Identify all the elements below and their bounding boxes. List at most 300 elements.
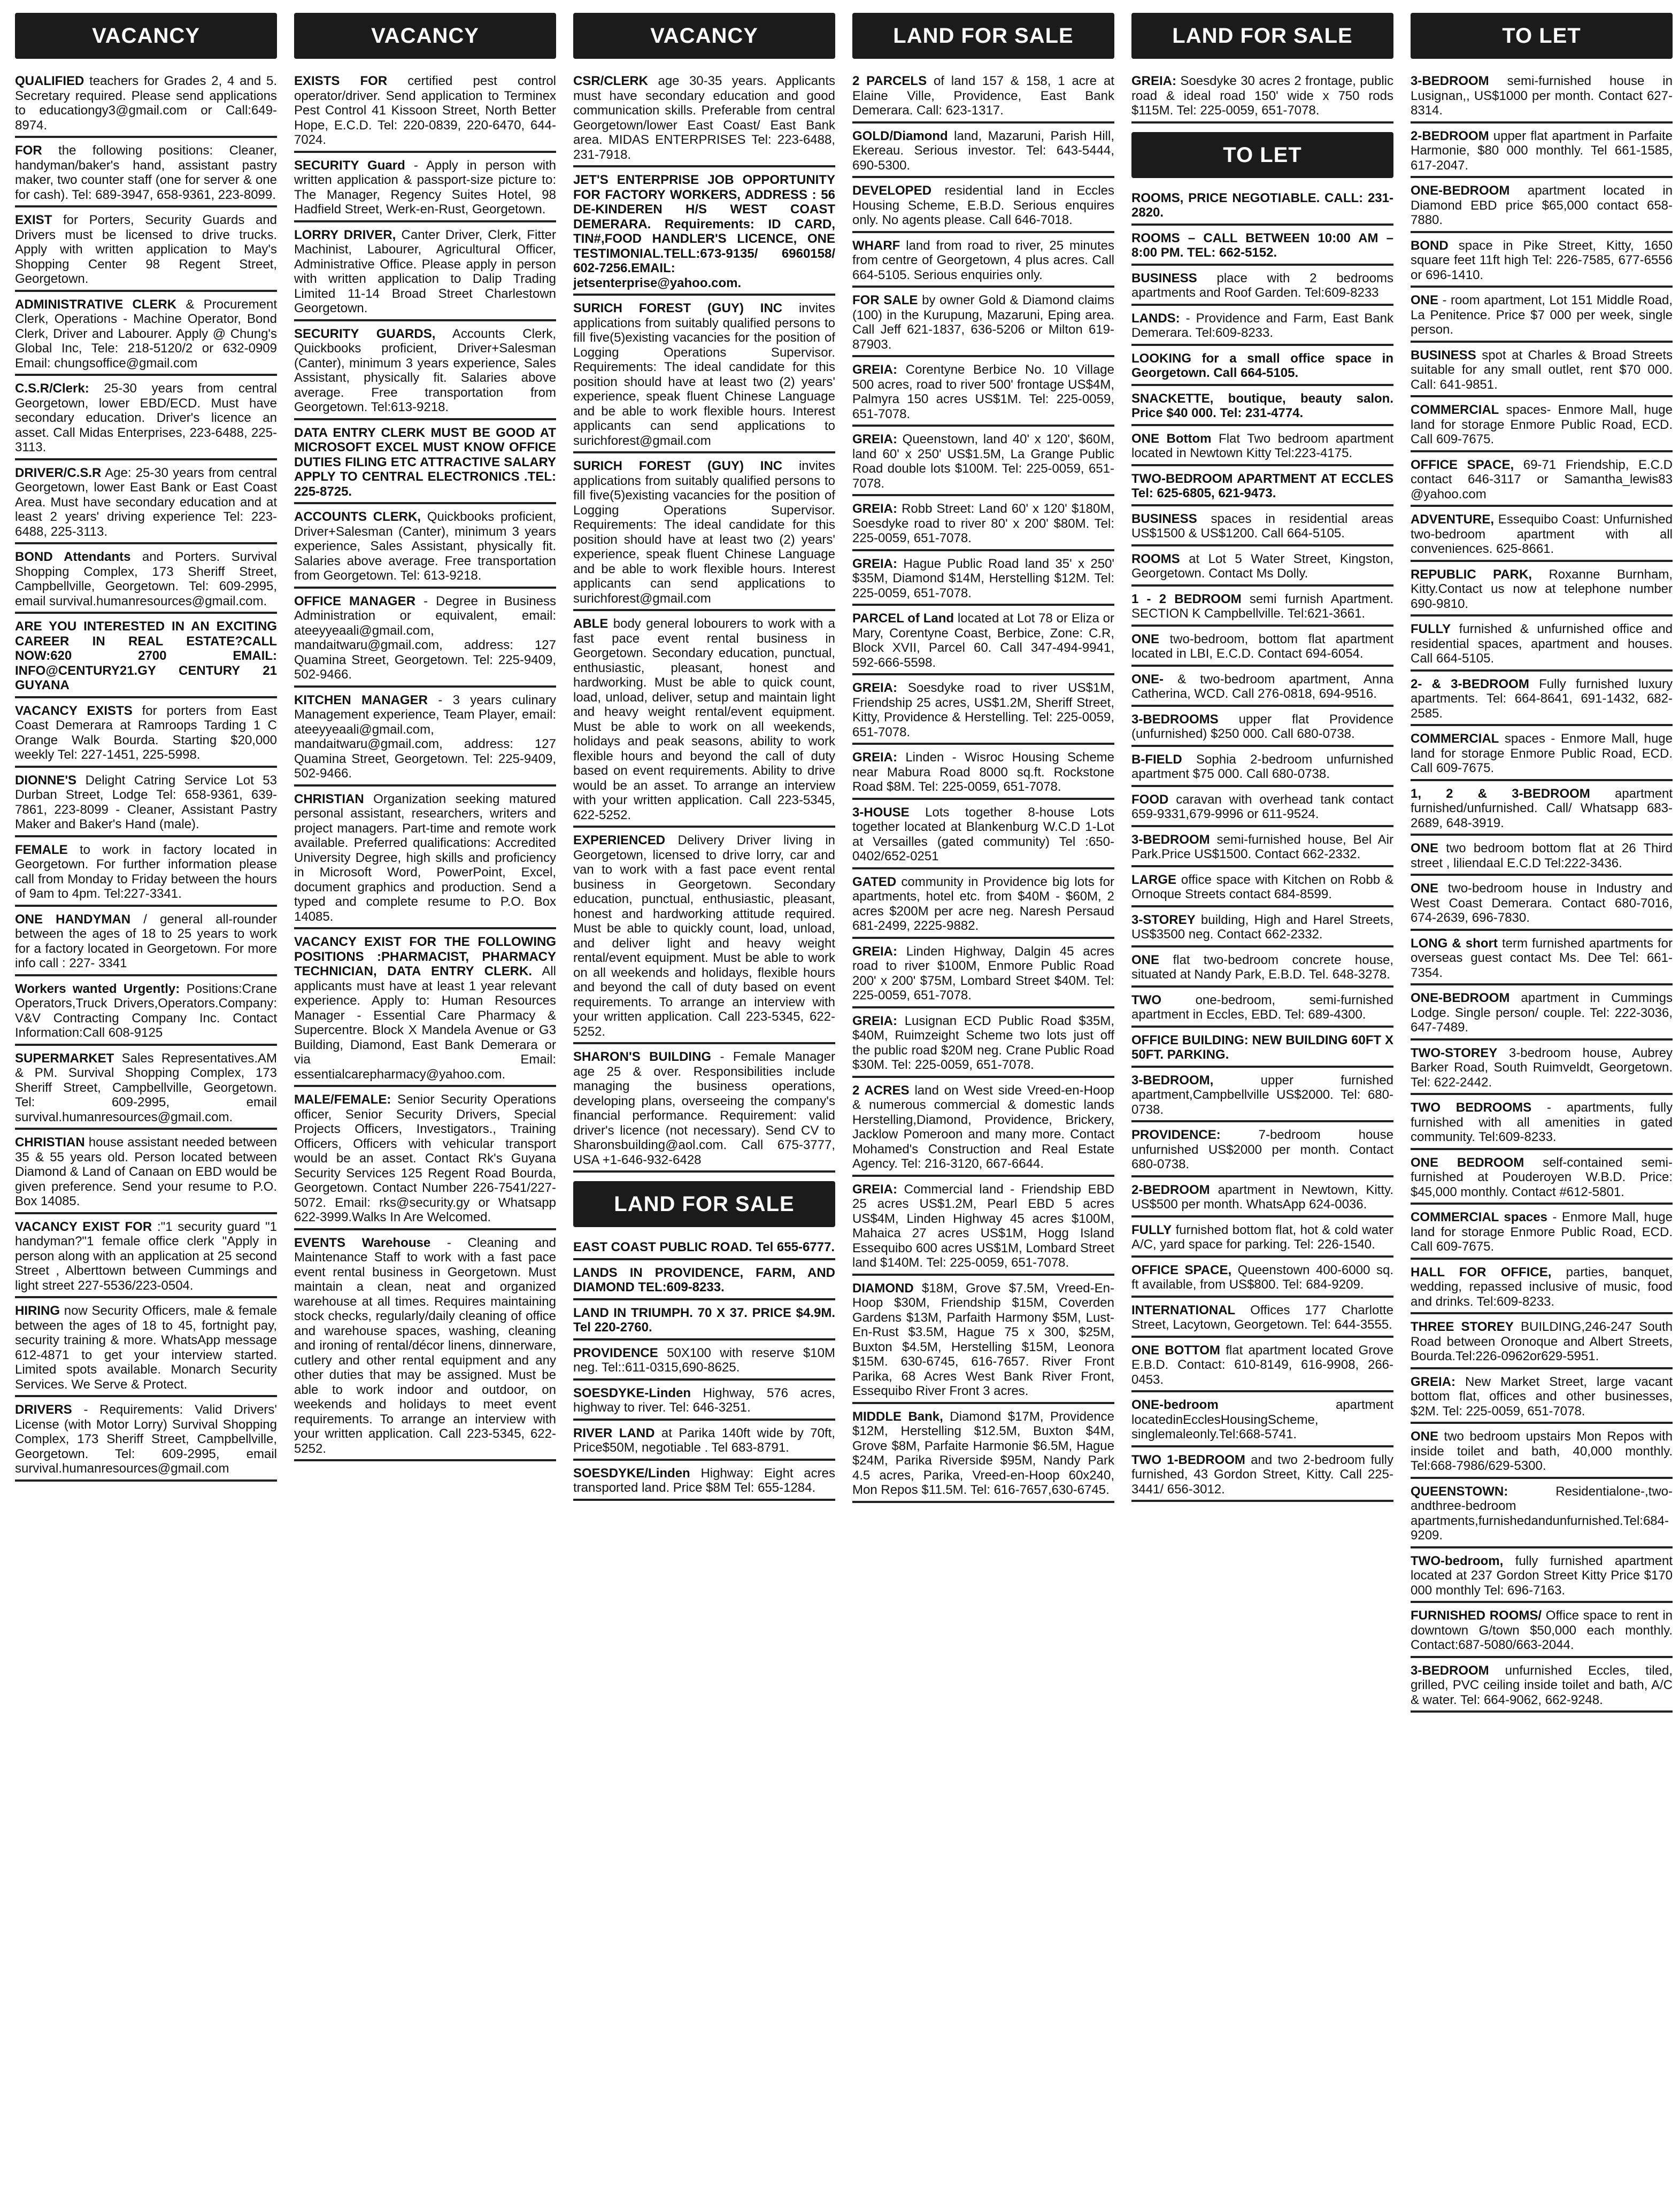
ad-body: / general all-rounder between the ages of 18 to 25 years to work for a factory located in Georgetown. For more info call : 227- 3341	[15, 912, 278, 970]
classified-ad	[15, 212, 277, 292]
ad-lead: 3-BEDROOM	[1131, 832, 1210, 847]
classified-ad	[15, 1134, 277, 1214]
classified-ad	[573, 1239, 835, 1260]
ad-lead: MIDDLE Bank,	[852, 1409, 943, 1424]
ad-lead: HIRING	[15, 1304, 60, 1318]
classified-ad	[1131, 711, 1393, 747]
classified-ad	[1411, 1264, 1673, 1315]
ad-body: BUILDING,246-247 South Road between Oronoque and Albert Streets, Bourda.Tel:226-0962or629-5951.	[1411, 1320, 1673, 1363]
ad-body: upper flat Providence (unfurnished) $250 000. Call 680-0738.	[1131, 712, 1393, 741]
classified-column	[1403, 13, 1679, 2212]
ad-body: one-bedroom, semi-furnished apartment in Eccles, EBD. Tel: 689-4300.	[1131, 992, 1393, 1022]
ad-lead: LARGE	[1131, 872, 1176, 887]
ad-lead: LANDS:	[1131, 311, 1180, 326]
ad-lead: COMMERCIAL	[1411, 731, 1499, 746]
ad-body: furnished & unfurnished office and residential spaces, apartment and houses. Call 664-5105.	[1411, 622, 1673, 666]
classified-ad	[573, 172, 835, 296]
ad-lead: EVENTS Warehouse	[294, 1235, 431, 1250]
section-heading: VACANCY	[294, 13, 556, 59]
ad-body: apartment furnished/unfurnished. Call/ Whatsapp 683-2689, 648-3919.	[1411, 786, 1673, 830]
ad-body: fully furnished apartment located at 237 Gordon Street Kitty Price $170 000 monthly Tel: 696-7163.	[1411, 1553, 1673, 1598]
ad-lead: ADVENTURE,	[1411, 512, 1495, 527]
classified-ad	[1131, 912, 1393, 947]
ad-body: :"1 security guard "1 handyman?"1 female office clerk "Apply in person along with an application at 25 second Street , Alberttown between Cummings and light street 227-5536/223-0504.	[15, 1219, 277, 1293]
classified-ad	[15, 73, 277, 138]
classified-ad	[852, 556, 1114, 606]
ad-body: 25-30 years from central Georgetown, lower EBD/ECD. Must have secondary education. Driver's licence an asset. Call Midas Enterprises, 223-6488, 225-3113.	[15, 381, 277, 454]
ad-body: semi furnish Apartment. SECTION K Campbellville. Tel:621-3661.	[1131, 591, 1393, 621]
ad-body: - Requirements: Valid Drivers' License (with Motor Lorry) Survival Shopping Complex, 173 Sheriff Street, Campbellville, Georgetown. Tel: 609-2995, email survival.humanresources@gmail.com	[15, 1402, 278, 1476]
ad-body: two-bedroom, bottom flat apartment located in LBI, E.C.D. Contact 694-6054.	[1131, 631, 1393, 661]
classified-ad	[852, 749, 1114, 800]
classified-column	[287, 13, 564, 2212]
classified-ad	[852, 874, 1114, 939]
ad-lead: OFFICE BUILDING: NEW BUILDING 60FT X 50FT. PARKING.	[1131, 1032, 1393, 1062]
ad-lead: THREE STOREY	[1411, 1320, 1514, 1334]
classified-ad	[852, 1013, 1114, 1078]
classified-ad	[852, 500, 1114, 551]
classified-ad	[1131, 310, 1393, 346]
ad-body: $18M, Grove $7.5M, Vreed-En-Hoop $30M, Friendship $15M, Coverden Gardens $13M, Parfaith Harmony $5M, Lust-En-Rust $3.5M, Hague 75 x 300, $25M, Buxton $4.5M, Herstelling $15M, Leonora $15M. 630-6745, 616-7657. River Front Parika, 68 Acres West Bank River Front, Essequibo River Front 3 acres.	[852, 1281, 1114, 1398]
ad-lead: TWO 1-BEDROOM	[1131, 1452, 1245, 1467]
ad-body: land from road to river, 25 minutes from centre of Georgetown, 4 plus acres. Call 664-5105. Serious enquiries only.	[852, 238, 1115, 282]
ad-body: Sophia 2-bedroom unfurnished apartment $75 000. Call 680-0738.	[1131, 752, 1393, 781]
classified-ad	[1411, 1319, 1673, 1369]
ad-lead: ROOMS	[1131, 551, 1180, 566]
classified-ad	[15, 842, 277, 907]
ad-body: All applicants must have at least 1 year relevant experience. Apply to: Human Resources Manager - Essential Care Pharmacy & Supercentre. Block X Mandela Avenue or G3 Building, Diamond, East Bank Demerara or via Email: essentialcarepharmacy@yahoo.com.	[294, 964, 557, 1082]
classified-ad	[1411, 566, 1673, 617]
ad-lead: 2-BEDROOM	[1411, 128, 1489, 143]
ad-body: upper furnished apartment,Campbellville US$2000. Tel: 680-0738.	[1131, 1073, 1394, 1117]
classified-ad	[852, 182, 1114, 233]
ad-body: spaces - Enmore Mall, huge land for storage Enmore Public Road, ECD. Call 609-7675.	[1411, 731, 1673, 775]
ad-body: and Porters. Survival Shopping Complex, 173 Sheriff Street, Campbellville, Georgetown. Tel: 609-2995, email survival.humanresources@gmail.com.	[15, 550, 277, 608]
ad-lead: ARE YOU INTERESTED IN AN EXCITING CAREER IN REAL ESTATE?CALL NOW:620 2700 EMAIL: INFO@CENTURY21.GY CENTURY 21 GUYANA	[15, 619, 277, 692]
ad-body: Offices 177 Charlotte Street, Lacytown, Georgetown. Tel: 644-3555.	[1131, 1302, 1394, 1332]
classified-ad	[1411, 1209, 1673, 1260]
ad-body: for porters from East Coast Demerara at Ramroops Tarding 1 C Orange Walk Bourda. Starting $20,000 weekly Tel: 227-1451, 225-5998.	[15, 703, 277, 762]
ad-lead: PROVIDENCE:	[1131, 1128, 1221, 1142]
ad-lead: FOR	[15, 143, 42, 158]
ad-lead: ABLE	[573, 616, 609, 631]
ad-lead: ONE-BEDROOM	[1411, 183, 1510, 198]
ad-body: New Market Street, large vacant bottom flat, offices and other businesses, $2M. Tel: 225-0059, 651-7078.	[1411, 1374, 1673, 1419]
classified-ad	[573, 1049, 835, 1173]
classified-ad	[852, 1408, 1114, 1503]
ad-body: invites applications from suitably qualified persons to fill five(5)existing vacancies for the position of Logging Operations Supervisor. Requirements: The ideal candidate for this position should have at least two (2) years' experience, speak fluent Chinese Language and be able to work flexible hours. Interest applicants can send applications to surichforest@gmail.com	[573, 459, 835, 606]
classified-ad	[573, 1305, 835, 1340]
classified-ad	[1411, 182, 1673, 233]
section-heading: LAND FOR SALE	[852, 13, 1114, 59]
ad-lead: SNACKETTE, boutique, beauty salon. Price $40 000. Tel: 231-4774.	[1131, 391, 1393, 420]
classified-ad	[1411, 1607, 1673, 1658]
ad-lead: ONE	[1411, 1429, 1439, 1444]
classified-ad	[1131, 390, 1393, 426]
ad-lead: GREIA:	[852, 432, 897, 446]
ad-body: & Procurement Clerk, Operations - Machine Operator, Bond Clerk, Driver and Labourer. Apply @ Chung's Global Inc, Tele: 218-5120/2 or 632-0909 Email: chungsoffice@gmail.com	[15, 297, 277, 371]
ad-lead: MALE/FEMALE:	[294, 1092, 391, 1107]
ad-body: Lots together 8-house Lots together located at Blankenburg W.C.D 1-Lot at Versailles (gated community) Tel :650-0402/652-0251	[852, 805, 1114, 864]
ad-lead: ADMINISTRATIVE CLERK	[15, 297, 177, 312]
ad-lead: SURICH FOREST (GUY) INC	[573, 459, 783, 473]
ad-lead: OFFICE SPACE,	[1131, 1262, 1232, 1277]
ad-lead: 3-HOUSE	[852, 805, 910, 820]
ad-lead: REPUBLIC PARK,	[1411, 567, 1532, 582]
classified-ad	[1131, 872, 1393, 907]
classified-ad	[294, 934, 556, 1087]
classified-ad	[15, 142, 277, 207]
ad-body: invites applications from suitably qualified persons to fill five(5)existing vacancies for the position of Logging Operations Supervisor. Requirements: The ideal candidate for this position should have at least two (2) years' experience, speak fluent Chinese Language and be able to work flexible hours. Interest applicants can send applications to surichforest@gmail.com	[573, 301, 835, 448]
classified-ad	[15, 981, 277, 1046]
ad-body: land on West side Vreed-en-Hoop & numerous commercial & domestic lands Herstelling,Diamond, Providence, Brickery, Jacklow Pomeroon and many more. Contact Mohamed's Construction and Real Estate Agency. Tel: 216-3120, 667-6644.	[852, 1083, 1114, 1171]
ad-lead: EXIST	[15, 213, 52, 227]
classified-ad	[1411, 1662, 1673, 1713]
ad-lead: QUALIFIED	[15, 74, 84, 88]
ad-lead: SUPERMARKET	[15, 1051, 114, 1066]
classified-ad	[1411, 292, 1673, 343]
ad-body: flat apartment located Grove E.B.D. Contact: 610-8149, 616-9908, 266-0453.	[1131, 1343, 1394, 1387]
ad-lead: 3-STOREY	[1131, 912, 1196, 927]
ad-lead: VACANCY EXIST FOR THE FOLLOWING POSITIONS :PHARMACIST, PHARMACY TECHNICIAN, DATA ENTRY CLERK.	[294, 935, 556, 978]
ad-body: land, Mazaruni, Parish Hill, Ekereau. Serious investor. Tel: 643-5444, 690-5300.	[852, 128, 1114, 173]
ad-body: apartment locatedinEcclesHousingScheme, singlemaleonly.Tel:668-5741.	[1131, 1398, 1393, 1442]
classified-ad	[1411, 1154, 1673, 1205]
classified-ad	[294, 425, 556, 505]
ad-lead: 3-BEDROOMS	[1131, 712, 1219, 727]
ad-body: 50X100 with reserve $10M neg. Tel::611-0315,690-8625.	[573, 1345, 835, 1375]
ad-lead: TWO-STOREY	[1411, 1045, 1498, 1060]
ad-body: at Parika 140ft wide by 70ft, Price$50M, negotiable . Tel 683-8791.	[573, 1425, 836, 1455]
ad-lead: INTERNATIONAL	[1131, 1302, 1236, 1317]
classified-ad	[294, 1091, 556, 1230]
classified-ad	[1411, 402, 1673, 452]
ad-body: - Degree in Business Administration or equivalent, email: ateeyyeaali@gmail.com, mandaitwaru@gmail.com, address: 127 Quamina Street, Georgetown. Tel: 225-9409, 502-9466.	[294, 594, 556, 682]
ad-body: Lusignan ECD Public Road $35M, $40M, Ruimzeight Scheme two lots just off the public road $20M neg. Crane Public Road $30M. Tel: 225-0059, 651-7078.	[852, 1013, 1114, 1072]
classified-ad	[1131, 1452, 1393, 1502]
classified-ad	[1131, 791, 1393, 827]
ad-body: Organization seeking matured personal assistant, researchers, writers and project managers. Part-time and remote work available. Preferred qualifications: Accredited University Degree, high skills and proficiency in Microsoft Word, PowerPoint, Excel, document graphics and production. Send a typed and complete resume to P.O. Box 14085.	[294, 791, 556, 924]
classified-ad	[15, 465, 277, 545]
ad-body: to work in factory located in Georgetown. For further information please call from Monday to Friday between the hours of 9am to 4pm. Tel:227-3341.	[15, 842, 277, 901]
ad-lead: DIAMOND	[852, 1281, 914, 1296]
classified-ad	[15, 296, 277, 376]
ad-body: place with 2 bedrooms apartments and Roof Garden. Tel:609-8233	[1131, 271, 1393, 300]
ad-lead: GREIA:	[852, 502, 897, 516]
ad-body: Canter Driver, Clerk, Fitter Machinist, Labourer, Agricultural Officer, Administrative Office. Please apply in person with written application to Dalip Trading Limited 11-14 Broad Street Charlestown Georgetown.	[294, 227, 556, 315]
ad-lead: FEMALE	[15, 842, 68, 857]
ad-lead: LORRY DRIVER,	[294, 227, 396, 242]
ad-lead: GATED	[852, 874, 897, 889]
ad-lead: GREIA:	[852, 681, 897, 695]
classified-ad	[1131, 1302, 1393, 1338]
ad-lead: LOOKING for a small office space in Georgetown. Call 664-5105.	[1131, 351, 1393, 380]
ad-lead: GREIA:	[1131, 74, 1176, 88]
ad-body: unfurnished Eccles, tiled, grilled, PVC ceiling inside toilet and bath, A/C & water. Tel: 664-9062, 662-9248.	[1411, 1663, 1673, 1707]
classified-ad	[1411, 1428, 1673, 1479]
ad-body: 7-bedroom house unfurnished US$2000 per month. Contact 680-0738.	[1131, 1128, 1394, 1171]
ad-lead: QUEENSTOWN:	[1411, 1484, 1508, 1499]
ad-lead: BOND	[1411, 238, 1449, 253]
ad-body: Linden - Wisroc Housing Scheme near Mabura Road 8000 sq.ft. Rockstone Road $8M. Tel: 225-0059, 651-7078.	[852, 750, 1115, 794]
classified-ad	[573, 1265, 835, 1300]
ad-body: house assistant needed between 35 & 55 years old. Person located between Diamond & Land of Canaan on EBD would be given preference. Send your resume to P.O. Box 14085.	[15, 1135, 277, 1208]
ad-lead: LAND IN TRIUMPH. 70 X 37. PRICE $4.9M. Tel 220-2760.	[573, 1305, 835, 1335]
ad-body: for Porters, Security Guards and Drivers must be licensed to drive trucks. Apply with written application to May's Shopping Center 98 Regent Street, Georgetown.	[15, 213, 277, 286]
ad-body: semi-furnished house, Bel Air Park.Price US$1500. Contact 662-2332.	[1131, 832, 1393, 861]
classified-ad	[1411, 621, 1673, 672]
classified-column	[7, 13, 284, 2212]
ad-lead: 3-BEDROOM	[1411, 74, 1489, 88]
ad-lead: RIVER LAND	[573, 1425, 655, 1440]
ad-lead: 1 - 2 BEDROOM	[1131, 591, 1242, 606]
ad-lead: COMMERCIAL	[1411, 403, 1499, 417]
classified-ad	[852, 1181, 1114, 1276]
classified-ad	[294, 692, 556, 787]
section-heading: LAND FOR SALE	[1131, 13, 1393, 59]
ad-lead: FULLY	[1411, 622, 1451, 636]
ad-body: Sales Representatives.AM & PM. Survival Shopping Complex, 173 Sheriff Street, Campbellville, Georgetown. Tel: 609-2995, email survival.humanresources@gmail.com.	[15, 1051, 277, 1124]
classified-ad	[852, 292, 1114, 357]
ad-lead: CHRISTIAN	[294, 791, 364, 806]
ad-body: - Female Manager age 25 & over. Responsibilities include managing the business operations, developing plans, overseeing the company's financial performance. Requirement: valid driver's licence (not necessary). Send CV to Sharonsbuilding@aol.com. Call 675-3777, USA +1-646-932-6428	[573, 1050, 835, 1167]
classified-ad	[1131, 551, 1393, 587]
ad-body: Queenstown, land 40' x 120', $60M, land 60' x 250' US$1.5M, La Grange Public Road double lots $100M. Tel: 225-0059, 651-7078.	[852, 432, 1114, 491]
ad-lead: ONE	[1411, 841, 1439, 855]
classified-ad	[1411, 880, 1673, 931]
ad-lead: SHARON'S BUILDING	[573, 1050, 712, 1064]
ad-lead: FOR SALE	[852, 293, 918, 307]
classified-ad	[1411, 1483, 1673, 1548]
classified-ad	[294, 73, 556, 153]
section-heading: TO LET	[1411, 13, 1673, 59]
ad-lead: FULLY	[1131, 1222, 1172, 1237]
ad-body: spaces- Enmore Mall, huge land for storage Enmore Public Road, ECD. Call 609-7675.	[1411, 403, 1673, 446]
classified-ad	[294, 508, 556, 589]
classified-ad	[15, 772, 277, 837]
classified-ad	[1131, 1032, 1393, 1068]
classified-ad	[1131, 751, 1393, 787]
ad-body: furnished bottom flat, hot & cold water A/C, yard space for parking. Tel: 226-1540.	[1131, 1222, 1393, 1252]
ad-lead: 2- & 3-BEDROOM	[1411, 676, 1529, 691]
ad-lead: SECURITY Guard	[294, 158, 405, 173]
ad-lead: Workers wanted Urgently:	[15, 981, 180, 996]
ad-lead: CSR/CLERK	[573, 74, 649, 88]
classified-ad	[294, 326, 556, 420]
ad-lead: TWO-BEDROOM APARTMENT AT ECCLES Tel: 625-6805, 621-9473.	[1131, 471, 1393, 500]
ad-body: Residentialone-,two-andthree-bedroom apartments,furnishedandunfurnished.Tel:684-9209.	[1411, 1484, 1673, 1543]
ad-body: Commercial land - Friendship EBD 25 acres US$1.2M, Pearl EBD 5 acres US$4M, Linden Highway 45 acres $100M, Mahaica 27 acres US$1M, Hogg Island Essequibo 600 acres US$1M, Lombard Street land $140M. Tel: 225-0059, 651-7078.	[852, 1182, 1114, 1270]
ad-body: spot at Charles & Broad Streets suitable for any small outlet, rent $70 000. Call: 641-9851.	[1411, 348, 1673, 392]
classified-ad	[573, 300, 835, 453]
ad-body: apartment in Cummings Lodge. Single person/ couple. Tel: 222-3036, 647-7489.	[1411, 991, 1673, 1035]
ad-lead: FURNISHED ROOMS/	[1411, 1608, 1542, 1623]
ad-body: Fully furnished luxury apartments. Tel: 664-8641, 691-1432, 682-2585.	[1411, 676, 1673, 721]
ad-lead: GREIA:	[852, 556, 897, 571]
classified-ad	[1131, 992, 1393, 1028]
ad-lead: EAST COAST PUBLIC ROAD. Tel 655-6777.	[573, 1240, 835, 1254]
classified-ad	[1411, 73, 1673, 124]
classified-ad	[1131, 1397, 1393, 1447]
classified-ad	[1131, 831, 1393, 867]
ad-lead: PARCEL of Land	[852, 611, 954, 626]
ad-body: of land 157 & 158, 1 acre at Elaine Ville, Providence, East Bank Demerara. Call: 623-1317.	[852, 74, 1114, 118]
ad-lead: ONE-bedroom	[1131, 1398, 1219, 1412]
ad-lead: 3-BEDROOM	[1411, 1663, 1489, 1678]
ad-lead: ROOMS – CALL BETWEEN 10:00 AM – 8:00 PM. TEL: 662-5152.	[1131, 230, 1393, 260]
classified-ad	[15, 1219, 277, 1299]
ad-body: by owner Gold & Diamond claims (100) in the Kurupung, Mazaruni, Eping area. Call Jeff 621-1837, 636-5206 or Milton 619-87903.	[852, 293, 1115, 352]
classified-ad	[1131, 1222, 1393, 1258]
ad-lead: GREIA:	[852, 1182, 897, 1197]
classified-ad	[1411, 1553, 1673, 1604]
ad-body: Quickbooks proficient, Driver+Salesman (Canter), minimum 3 years experience, Sales Assistant, physically fit. Salaries above average. Free transportation from Georgetown. Tel: 613-9218.	[294, 510, 557, 583]
ad-lead: ONE BOTTOM	[1131, 1343, 1220, 1358]
ad-lead: 2-BEDROOM	[1131, 1182, 1210, 1197]
ad-body: & two-bedroom apartment, Anna Catherina, WCD. Call 276-0818, 694-9516.	[1131, 672, 1393, 701]
ad-body: age 30-35 years. Applicants must have secondary education and good communication skills. Preferable from central Georgetown/lower East Coast/ East Bank area. MIDAS ENTERPRISES Tel: 223-6488, 231-7918.	[573, 74, 835, 162]
ad-body: Highway, 576 acres, highway to river. Tel: 646-3251.	[573, 1385, 835, 1415]
ad-lead: SOESDYKE-Linden	[573, 1385, 691, 1400]
classified-ad	[1411, 840, 1673, 876]
classified-ad	[573, 1465, 835, 1501]
ad-body: and two 2-bedroom fully furnished, 43 Gordon Street, Kitty. Call 225- 3441/ 656-3012.	[1131, 1452, 1394, 1497]
classified-ad	[294, 157, 556, 222]
ad-lead: ONE HANDYMAN	[15, 912, 131, 927]
ad-lead: EXISTS FOR	[294, 74, 388, 88]
classified-ad	[15, 1401, 277, 1482]
ad-lead: ONE	[1131, 631, 1160, 646]
ad-lead: SURICH FOREST (GUY) INC	[573, 301, 783, 315]
ad-lead: ONE	[1411, 293, 1439, 307]
classified-ad	[1131, 73, 1393, 124]
ad-body: Corentyne Berbice No. 10 Village 500 acres, road to river 500' frontage US$4M, Palmyra 150 acres US$1M. Tel: 225-0059, 651-7078.	[852, 363, 1115, 421]
ad-body: building, High and Harel Streets, US$3500 neg. Contact 662-2332.	[1131, 912, 1393, 942]
classified-column	[845, 13, 1122, 2212]
ad-lead: B-FIELD	[1131, 752, 1182, 767]
ad-lead: 1, 2 & 3-BEDROOM	[1411, 786, 1590, 801]
ad-body: 69-71 Friendship, E.C.D contact 646-3117 or Samantha_lewis83 @yahoo.com	[1411, 457, 1673, 502]
ad-body: apartment located in Diamond EBD price $65,000 contact 658-7880.	[1411, 183, 1673, 227]
ad-body: Highway: Eight acres transported land. Price $8M Tel: 655-1284.	[573, 1466, 835, 1495]
ad-body: residential land in Eccles Housing Scheme, E.B.D. Serious enquires only. No agents please. Call 646-7018.	[852, 183, 1115, 227]
classified-ad	[852, 431, 1114, 496]
ad-lead: GREIA:	[852, 363, 897, 377]
classified-ad	[852, 361, 1114, 427]
ad-lead: BOND Attendants	[15, 550, 131, 564]
classified-ad	[573, 73, 835, 167]
ad-body: teachers for Grades 2, 4 and 5. Secretary required. Please send applications to educationgy3@gmail.com or Call:649-8974.	[15, 74, 277, 133]
ad-body: Delight Catring Service Lot 53 Durban Street, Lodge Tel: 658-9361, 639-7861, 223-8099 - Cleaner, Assistant Pastry Maker and Baker's Hand (male).	[15, 773, 277, 831]
classified-ad	[1411, 935, 1673, 986]
classified-ad	[1131, 631, 1393, 667]
ad-lead: ONE Bottom	[1131, 431, 1212, 446]
classified-column	[566, 13, 843, 2212]
classified-ad	[15, 703, 277, 768]
ad-body: semi-furnished house in Lusignan,, US$1000 per month. Contact 627-8314.	[1411, 74, 1673, 118]
ad-lead: GREIA:	[852, 750, 897, 765]
ad-body: community in Providence big lots for apartments, hotel etc. from $40M - $60M, 2 acres $200M per acre neg. Naresh Persaud 681-2499, 2225-9882.	[852, 874, 1115, 933]
classified-ad	[1131, 430, 1393, 466]
ad-body: 3-bedroom house, Aubrey Barker Road, South Ruimveldt, Georgetown. Tel: 622-2442.	[1411, 1045, 1673, 1090]
ad-body: Roxanne Burnham, Kitty.Contact us now at telephone number 690-9810.	[1411, 567, 1673, 611]
ad-lead: 2 ACRES	[852, 1083, 910, 1098]
ad-body: - Providence and Farm, East Bank Demerara. Tel:609-8233.	[1131, 311, 1393, 340]
classified-ad	[852, 804, 1114, 869]
ad-lead: WHARF	[852, 238, 900, 253]
classified-ad	[1131, 1182, 1393, 1217]
ad-body: flat two-bedroom concrete house, situated at Nandy Park, E.B.D. Tel. 648-3278.	[1131, 952, 1393, 982]
ad-lead: OFFICE MANAGER	[294, 594, 416, 608]
ad-lead: BUSINESS	[1131, 271, 1197, 286]
ad-body: upper flat apartment in Parfaite Harmonie, $80 000 monthly. Tel 661-1585, 617-2047.	[1411, 128, 1673, 173]
classified-ad	[573, 1385, 835, 1421]
classified-ad	[1411, 785, 1673, 836]
classified-ad	[15, 380, 277, 460]
ad-lead: OFFICE SPACE,	[1411, 457, 1514, 472]
ad-lead: VACANCY EXISTS	[15, 703, 133, 718]
ad-body: - room apartment, Lot 151 Middle Road, La Penitence. Price $7 000 per week, single person.	[1411, 293, 1673, 337]
ad-body: Office space to rent in downtown G/town $50,000 each monthly. Contact:687-5080/663-2044.	[1411, 1608, 1673, 1652]
ad-body: body general lobourers to work with a fast pace event rental business in Georgetown. Secondary education, punctual, enthusiastic, pleasant, honest and hardworking. Must be able to quick count, load, unload, deliver, setup and maintain light and heavy weight rental/event equipment. Must be able to work on all weekends, holidays and peak seasons, ability to work flexible hours and beyond the call of duty based on event requirements. Ability to drive would be an asset. To arrange an interview with your written application. Call 223-5345, 622-5252.	[573, 616, 835, 822]
ad-lead: 3-BEDROOM,	[1131, 1073, 1214, 1088]
ad-lead: EXPERIENCED	[573, 833, 666, 847]
ad-lead: JET'S ENTERPRISE JOB OPPORTUNITY FOR FACTORY WORKERS, ADDRESS : 56 DE-KINDEREN H/S WEST COAST DEMERARA. Requirements: ID CARD, TIN#,FOOD HANDLER'S LICENCE, ONE TESTIMONIAL.TELL:673-9135/ 6960158/ 602-7256.EMAIL: jetsenterprise@yahoo.com.	[573, 173, 835, 290]
ad-body: - 3 years culinary Management experience, Team Player, email: ateeyyeaali@gmail.com, mandaitwaru@gmail.com, address: 127 Quamina Street, Georgetown. Tel: 225-9409, 502-9466.	[294, 692, 557, 781]
ad-lead: COMMERCIAL spaces	[1411, 1210, 1547, 1224]
ad-lead: DIONNE'S	[15, 773, 77, 788]
ad-body: Robb Street: Land 60' x 120' $180M, Soesdyke road to river 80' x 200' $80M. Tel: 225-0059, 651-7078.	[852, 502, 1114, 545]
ad-body: office space with Kitchen on Robb & Ornoque Streets contact 684-8599.	[1131, 872, 1393, 901]
section-heading: VACANCY	[573, 13, 835, 59]
ad-lead: KITCHEN MANAGER	[294, 692, 428, 707]
classified-ad	[1131, 1342, 1393, 1393]
ad-lead: TWO	[1131, 992, 1161, 1007]
ad-body: Diamond $17M, Providence $12M, Herstelling $12.5M, Buxton $4M, Grove $8M, Parfaite Harmonie $6.5M, Hague $24M, Parika Riverside $95M, Nandy Park 4.5 acres, Parika, Vreed-en-Hoop 60x240, Mon Repos $11.5M. Tel: 616-7657,630-6745.	[852, 1409, 1115, 1497]
ad-body: Soesdyke road to river US$1M, Friendship 25 acres, US$1.2M, Sheriff Street, Kitty, Providence & Herstelling. Tel: 225-0059, 651-7078.	[852, 681, 1114, 739]
ad-body: apartment in Newtown, Kitty. US$500 per month. WhatsApp 624-0036.	[1131, 1182, 1393, 1212]
ad-lead: GREIA:	[1411, 1374, 1455, 1389]
ad-body: Age: 25-30 years from central Georgetown, lower East Bank or East Coast Area. Must have secondary education and at least 2 years' driving experience Tel: 223-6488, 225-3113.	[15, 465, 278, 539]
classified-ad	[1411, 457, 1673, 507]
ad-lead: DRIVER/C.S.R	[15, 465, 102, 480]
ad-lead: ACCOUNTS CLERK,	[294, 510, 421, 524]
ad-body: the following positions: Cleaner, handyman/baker's hand, assistant pastry maker, two counter staff (one for server & one for cash). Tel: 689-3947, 658-9361, 223-8099.	[15, 143, 277, 202]
ad-body: space in Pike Street, Kitty, 1650 square feet 11ft high Tel: 226-7585, 677-6556 or 696-1410.	[1411, 238, 1673, 282]
ad-lead: FOOD	[1131, 792, 1169, 807]
ad-body: Queenstown 400-6000 sq. ft available, from US$800. Tel: 684-9209.	[1131, 1262, 1393, 1292]
ad-lead: BUSINESS	[1131, 511, 1197, 526]
ad-lead: HALL FOR OFFICE,	[1411, 1265, 1552, 1280]
classified-ad	[852, 943, 1114, 1008]
ad-lead: SOESDYKE/Linden	[573, 1466, 690, 1481]
classified-ad	[852, 237, 1114, 288]
classified-ad	[15, 1050, 277, 1130]
ad-body: Delivery Driver living in Georgetown, licensed to drive lorry, car and van to work with a fast pace event rental business in Georgetown. Secondary education, punctual, enthusiastic, pleasant, honest and hardworking attitude required. Must be able to quickly count, load, unload, and deliver light and heavy weight rental/event equipment. Must be able to work on all weekends and holidays, flexible hours and beyond the call of duty based on event requirements. To arrange an interview with your written application. Call 223-5345, 622-5252.	[573, 833, 835, 1039]
ad-lead: GREIA:	[852, 944, 897, 959]
ad-lead: CHRISTIAN	[15, 1135, 85, 1150]
classified-ad	[1411, 511, 1673, 562]
classified-ad	[1411, 237, 1673, 288]
ad-lead: ONE	[1131, 952, 1160, 967]
classified-ad	[1411, 1045, 1673, 1096]
classified-ad	[1411, 347, 1673, 398]
ad-lead: LANDS IN PROVIDENCE, FARM, AND DIAMOND TEL:609-8233.	[573, 1265, 835, 1294]
classified-ad	[15, 618, 277, 698]
classified-ad	[1131, 511, 1393, 546]
ad-body: term furnished apartments for overseas guest contact Ms. Dee Tel: 661-7354.	[1411, 936, 1673, 980]
ad-lead: DRIVERS	[15, 1402, 72, 1417]
